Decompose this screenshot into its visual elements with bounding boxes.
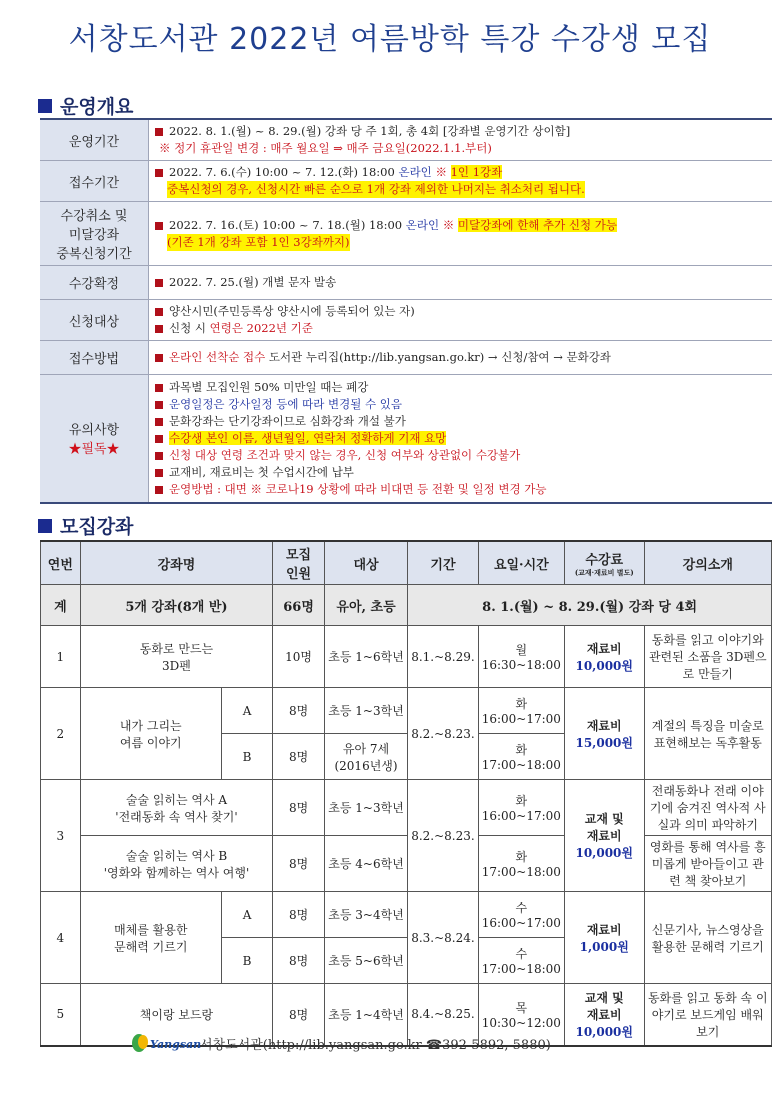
- overview-table: 운영기간 2022. 8. 1.(월) ~ 8. 29.(월) 강좌 당 주 1회, 총 4회 [강좌별 운영기간 상이함] ※ 정기 휴관일 변경 : 매주 월요일 ⇒ 매주 금요일(2022.1.1.부터) 접수기간 2022. 7. 6.(수) 10:00 ~ 7. 12.(화) 18:00 온라인 ※ 1인 1강좌 중복신청의 경우, 신청시간 빠른 순으로 1개 강좌 제외한 나머지는 취소처리 됩니다. 수강취소 및 미달강좌 중복신청기간 2022. 7. 16.(토) 10:00 ~ 7. 18.(월) 18:00 온라인 ※ 미달강좌에 한해 추가 신청 가능 (기존 1개 강좌 포함 1인 3강좌까지) 수강확정 2022. 7. 25.(월) 개별 문자 발송 신청대상 양산시민(주민등록상 양산시에 등록되어 있는 자) 신청 시 연령은 2022년 기준 접수방법 온라인 선착순 접수 도서관 누리집(http://lib.yangsan.go.kr) → 신청/참여 → 문화강좌 유의사항 ★필독★ 과목별 모집인원 50% 미만일 때는 폐강 운영일정은 강사일정 등에 따라 변경될 수 있음 문화강좌는 단기강좌이므로 심화강좌 개설 불가 수강생 본인 이름, 생년월일, 연락처 정확하게 기재 요망 신청 대상 연령 조건과 맞지 않는 경우, 신청 여부와 상관없이 수강불가 교재비, 재료비는 첫 수업시간에 납부 운영방법 : 대면 ※ 코로나19 상황에 따라 비대면 등 전환 및 일정 변경 가능: [40, 118, 772, 504]
- table-row: 2 내가 그리는 여름 이야기 A 8명 초등 1~3학년 8.2.~8.23. 화 16:00~17:00 재료비 15,000원 계절의 특징을 미술로 표현해보는 독후활동: [41, 688, 772, 734]
- overview-label: 수강취소 및 미달강좌 중복신청기간: [40, 202, 149, 266]
- table-row: 3 술술 읽히는 역사 A '전래동화 속 역사 찾기' 8명 초등 1~3학년 8.2.~8.23. 화 16:00~17:00 교재 및 재료비 10,000원 전래동화나 전래 이야기에 숨겨진 역사적 사실과 의미 파악하기: [41, 780, 772, 836]
- overview-label: 접수기간: [40, 161, 149, 202]
- bullet-icon: [155, 469, 163, 477]
- bullet-icon: [155, 418, 163, 426]
- section-heading-courses: 모집강좌: [38, 512, 133, 539]
- bullet-icon: [155, 435, 163, 443]
- overview-label: 운영기간: [40, 119, 149, 161]
- bullet-icon: [155, 169, 163, 177]
- table-row: 5 책이랑 보드랑 8명 초등 1~4학년 8.4.~8.25. 목 10:30~12:00 교재 및 재료비 10,000원 동화를 읽고 동화 속 이야기로 보드게임 배워보기: [41, 984, 772, 1046]
- overview-label: 접수방법: [40, 341, 149, 375]
- section-heading-overview: 운영개요: [38, 92, 133, 119]
- overview-label: 신청대상: [40, 300, 149, 341]
- yangsan-logo-icon: [130, 1032, 202, 1054]
- square-bullet-icon: [38, 519, 52, 533]
- page-title: 서창도서관 2022년 여름방학 특강 수강생 모집: [68, 22, 712, 57]
- overview-label: 수강확정: [40, 266, 149, 300]
- bullet-icon: [155, 222, 163, 230]
- bullet-icon: [155, 279, 163, 287]
- square-bullet-icon: [38, 99, 52, 113]
- bullet-icon: [155, 384, 163, 392]
- bullet-icon: [155, 354, 163, 362]
- bullet-icon: [155, 308, 163, 316]
- footer-text: 서창도서관(http://lib.yangsan.go.kr ☎392-5892, 5880): [200, 1037, 551, 1053]
- total-row: 계 5개 강좌(8개 반) 66명 유아, 초등 8. 1.(월) ~ 8. 29.(월) 강좌 당 4회: [41, 585, 772, 626]
- bullet-icon: [155, 128, 163, 136]
- table-row: B 8명 유아 7세 (2016년생) 화 17:00~18:00: [41, 734, 772, 780]
- bullet-icon: [155, 452, 163, 460]
- footer: [130, 1032, 551, 1054]
- bullet-icon: [155, 401, 163, 409]
- svg-text:Yangsan: Yangsan: [150, 1038, 202, 1051]
- bullet-icon: [155, 486, 163, 494]
- bullet-icon: [155, 325, 163, 333]
- overview-label: 유의사항 ★필독★: [40, 375, 149, 503]
- table-row: B 8명 초등 5~6학년 수 17:00~18:00: [41, 938, 772, 984]
- course-table: [40, 540, 772, 1047]
- table-header-row: 연번 강좌명 모집 인원 대상 기간 요일·시간 수강료 (교재·재료비 별도) 강의소개: [41, 541, 772, 585]
- table-row: 4 매체를 활용한 문해력 기르기 A 8명 초등 3~4학년 8.3.~8.24. 수 16:00~17:00 재료비 1,000원 신문기사, 뉴스영상을 활용한 문해력 기르기: [41, 892, 772, 938]
- table-row: 술술 읽히는 역사 B '영화와 함께하는 역사 여행' 8명 초등 4~6학년 화 17:00~18:00 영화를 통해 역사를 흥미롭게 받아들이고 관련 책 찾아보기: [41, 836, 772, 892]
- table-row: 1 동화로 만드는 3D펜 10명 초등 1~6학년 8.1.~8.29. 월 16:30~18:00 재료비 10,000원 동화를 읽고 이야기와 관련된 소품을 3D펜으로 만들기: [41, 626, 772, 688]
